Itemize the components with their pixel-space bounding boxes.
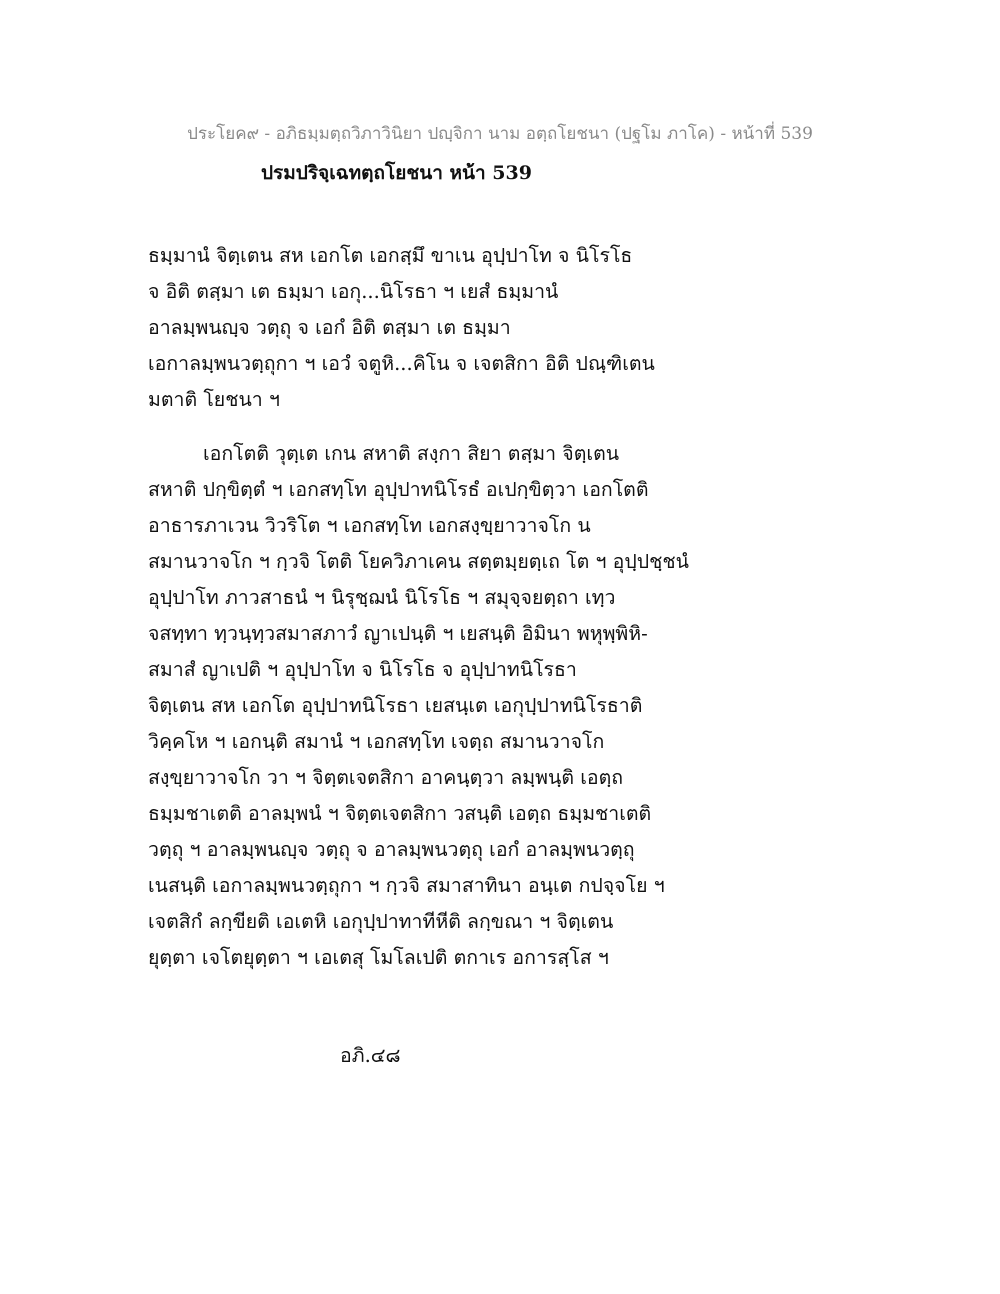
text-line: สงฺขฺยาวาจโก วา ฯ จิตฺตเจตสิกา อาคนฺตฺวา ลมฺพนฺติ เอตฺถ: [148, 766, 624, 789]
text-line: จ อิติ ตสฺมา เต ธมฺมา เอกุ...นิโรธา ฯ เยสํ ธมฺมานํ: [148, 280, 559, 303]
section-title: ปรมปริจฺเฉทตฺถโยชนา หน้า 539: [261, 162, 532, 184]
text-line: อาธารภาเวน วิวริโต ฯ เอกสทฺโท เอกสงฺขฺยาวาจโก น: [148, 514, 591, 537]
text-line: อาลมฺพนญฺจ วตฺถุ จ เอกํ อิติ ตสฺมา เต ธมฺมา: [148, 316, 511, 339]
text-line: จิตฺเตน สห เอกโต อุปฺปาทนิโรธา เยสนฺเต เอกุปฺปาทนิโรธาติ: [148, 694, 643, 717]
running-header: [0, 120, 1000, 147]
text-line: เอกาลมฺพนวตฺถุกา ฯ เอวํ จตูหิ...คิโน จ เจตสิกา อิติ ปณฺฑิเตน: [148, 352, 655, 375]
text-line: วตฺถุ ฯ อาลมฺพนญฺจ วตฺถุ จ อาลมฺพนวตฺถุ เอกํ อาลมฺพนวตฺถุ: [148, 838, 635, 861]
text-line: สมานวาจโก ฯ กฺวจิ โตติ โยควิภาเคน สตฺตมฺยตฺเถ โต ฯ อุปฺปชฺชนํ: [148, 550, 689, 573]
paragraph-2: [148, 436, 748, 976]
text-line: สมาสํ ญาเปติ ฯ อุปฺปาโท จ นิโรโธ จ อุปฺปาทนิโรธา: [148, 658, 577, 681]
paragraph-1: [148, 238, 748, 418]
text-line: ธมฺมชาเตติ อาลมฺพนํ ฯ จิตฺตเจตสิกา วสนฺติ เอตฺถ ธมฺมชาเตติ: [148, 802, 652, 825]
page-folio: อภิ.๔๘: [340, 1044, 401, 1067]
text-line: เนสนฺติ เอกาลมฺพนวตฺถุกา ฯ กฺวจิ สมาสาทินา อนฺเต กปจฺจโย ฯ: [148, 874, 665, 897]
text-line: เอกโตติ วุตฺเต เกน สหาติ สงฺกา สิยา ตสฺมา จิตฺเตน: [203, 442, 620, 465]
body-text: [148, 238, 748, 976]
text-line: ยุตฺตา เจโตยุตฺตา ฯ เอเตสุ โมโลเปติ ตกาเร อการสฺโส ฯ: [148, 946, 609, 969]
text-line: จสทฺทา ทฺวนฺทฺวสมาสภาวํ ญาเปนฺติ ฯ เยสนฺติ อิมินา พหุพฺพิหิ-: [148, 622, 648, 645]
text-line: วิคฺคโห ฯ เอกนฺติ สมานํ ฯ เอกสทฺโท เจตฺถ สมานวาจโก: [148, 730, 605, 753]
text-line: อุปฺปาโท ภาวสาธนํ ฯ นิรุชฺฌนํ นิโรโธ ฯ สมุจฺจยตฺถา เทฺว: [148, 586, 616, 609]
text-line: เจตสิกํ ลกฺขียติ เอเตหิ เอกุปฺปาทาทีหีติ ลกฺขณา ฯ จิตฺเตน: [148, 910, 614, 933]
text-line: ธมฺมานํ จิตฺเตน สห เอกโต เอกสฺมึ ขาเน อุปฺปาโท จ นิโรโธ: [148, 244, 633, 267]
text-line: สหาติ ปกฺขิตฺตํ ฯ เอกสทฺโท อุปฺปาทนิโรธํ อเปกฺขิตฺวา เอกโตติ: [148, 478, 649, 501]
running-header-text: ประโยค๙ - อภิธมฺมตฺถวิภาวินิยา ปญฺจิกา นาม อตฺถโยชนา (ปฐโม ภาโค) - หน้าที่ 539: [187, 124, 813, 144]
text-line: มตาติ โยชนา ฯ: [148, 388, 280, 411]
